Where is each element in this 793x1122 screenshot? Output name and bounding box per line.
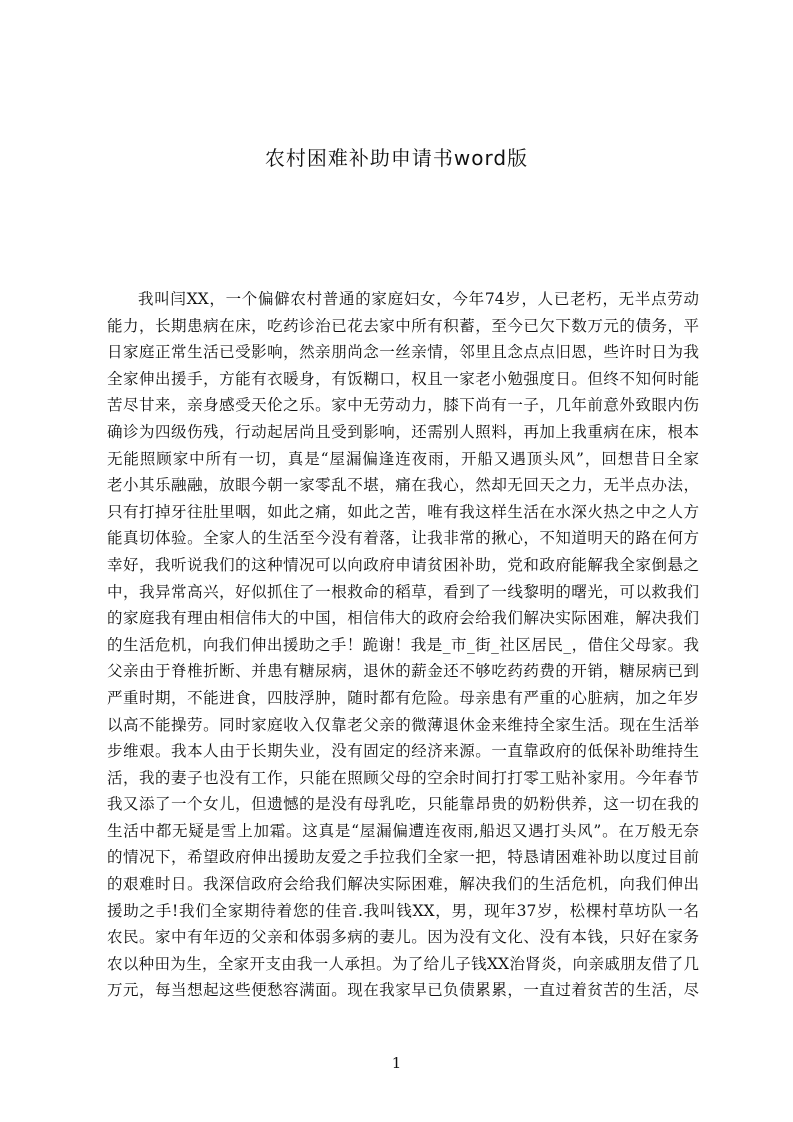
body-line: 能真切体验。全家人的生活至今没有着落，让我非常的揪心，不知道明天的路在何方: [107, 529, 699, 548]
body-line: 援助之手!我们全家期待着您的佳音.我叫钱XX，男，现年37岁，松棵村草坊队一名: [107, 901, 699, 920]
body-line: 生活中都无疑是雪上加霜。这真是“屋漏偏遭连夜雨,船迟又遇打头风”。在万般无奈: [107, 821, 699, 840]
body-line: 全家伸出援手，方能有衣暖身，有饭糊口，权且一家老小勉强度日。但终不知何时能: [107, 369, 699, 388]
body-line: 的家庭我有理由相信伟大的中国，相信伟大的政府会给我们解决实际困难，解决我们: [107, 609, 699, 628]
body-line: 我又添了一个女儿，但遗憾的是没有母乳吃，只能靠昂贵的奶粉供养，这一切在我的: [107, 795, 699, 814]
body-line: 苦尽甘来，亲身感受天伦之乐。家中无劳动力，膝下尚有一子，几年前意外致眼内伤: [107, 396, 699, 415]
document-body: [107, 286, 699, 1004]
body-line: 万元，每当想起这些便愁容满面。现在我家早已负债累累，一直过着贫苦的生活，尽: [107, 981, 699, 1000]
body-line: 严重时期，不能进食，四肢浮肿，随时都有危险。母亲患有严重的心脏病，加之年岁: [107, 688, 699, 707]
body-line: 只有打掉牙往肚里咽，如此之痛，如此之苦，唯有我这样生活在水深火热之中之人方: [107, 502, 699, 521]
body-line: 无能照顾家中所有一切，真是“屋漏偏逢连夜雨，开船又遇顶头风”，回想昔日全家: [107, 449, 699, 468]
page-number: 1: [391, 1054, 402, 1072]
body-line: 以高不能操劳。同时家庭收入仅靠老父亲的微薄退休金来维持全家生活。现在生活举: [107, 715, 699, 734]
body-line: 的生活危机，向我们伸出援助之手！跪谢！我是_市_街_社区居民_，借住父母家。我: [107, 635, 699, 654]
body-line: 父亲由于脊椎折断、并患有糖尿病，退休的薪金还不够吃药药费的开销，糖尿病已到: [107, 662, 699, 681]
body-line: 活，我的妻子也没有工作，只能在照顾父母的空余时间打打零工贴补家用。今年春节: [107, 768, 699, 787]
body-line: 日家庭正常生活已受影响，然亲朋尚念一丝亲情，邻里且念点点旧恩，些许时日为我: [107, 343, 699, 362]
body-line: 的艰难时日。我深信政府会给我们解决实际困难，解决我们的生活危机，向我们伸出: [107, 875, 699, 894]
body-line: 中，我异常高兴，好似抓住了一根救命的稻草，看到了一线黎明的曙光，可以救我们: [107, 582, 699, 601]
body-line: 农民。家中有年迈的父亲和体弱多病的妻儿。因为没有文化、没有本钱，只好在家务: [107, 928, 699, 947]
body-line: 的情况下，希望政府伸出援助友爱之手拉我们全家一把，特恳请困难补助以度过目前: [107, 848, 699, 867]
body-line: 步维艰。我本人由于长期失业，没有固定的经济来源。一直靠政府的低保补助维持生: [107, 742, 699, 761]
body-line: 幸好，我听说我们的这种情况可以向政府申请贫困补助，党和政府能解我全家倒悬之: [107, 555, 699, 574]
body-line: 能力，长期患病在床，吃药诊治已花去家中所有积蓄，至今已欠下数万元的债务，平: [107, 316, 699, 335]
body-line: 我叫闫XX，一个偏僻农村普通的家庭妇女，今年74岁，人已老朽，无半点劳动: [138, 290, 699, 308]
body-line: 确诊为四级伤残，行动起居尚且受到影响，还需别人照料，再加上我重病在床，根本: [107, 422, 699, 441]
body-line: 农以种田为生，全家开支由我一人承担。为了给儿子钱XX治肾炎，向亲戚朋友借了几: [107, 954, 699, 973]
document-title: 农村困难补助申请书word版: [264, 146, 529, 170]
body-line: 老小其乐融融，放眼今朝一家零乱不堪，痛在我心，然却无回天之力，无半点办法，: [107, 476, 699, 495]
